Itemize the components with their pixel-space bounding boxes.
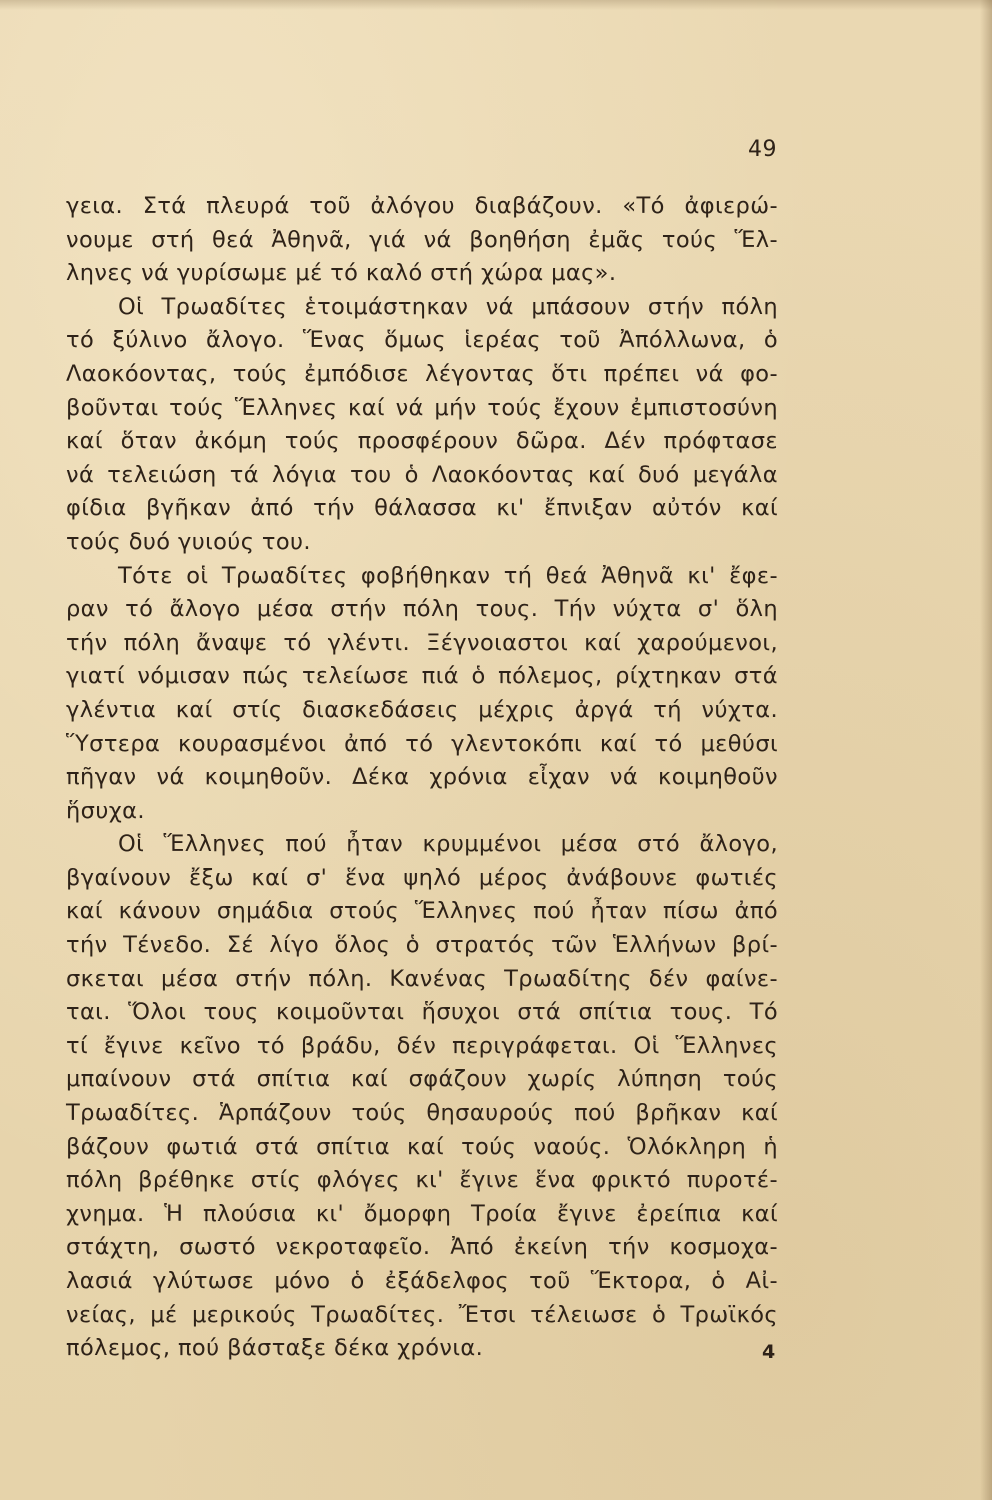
text-line: βάζουν φωτιά στά σπίτια καί τούς ναούς. Ὁλόκληρη ἡ — [66, 1133, 778, 1160]
text-line: πόλη βρέθηκε στίς φλόγες κι' ἔγινε ἕνα φρικτό πυροτέ- — [66, 1167, 778, 1194]
text-line: καί ὅταν ἀκόμη τούς προσφέρουν δῶρα. Δέν πρόφτασε — [66, 428, 778, 455]
text-line: Τότε οἱ Τρωαδίτες φοβήθηκαν τή θεά Ἀθηνᾶ κι' ἔφε- — [118, 562, 778, 589]
text-line: Τρωαδίτες. Ἁρπάζουν τούς θησαυρούς πού βρῆκαν καί — [66, 1100, 778, 1127]
text-line: πόλεμος, πού βάσταξε δέκα χρόνια. — [66, 1335, 484, 1362]
text-line: τούς δυό γυιούς του. — [66, 528, 311, 555]
text-line: νά τελειώση τά λόγια του ὁ Λαοκόοντας καί δυό μεγάλα — [66, 461, 778, 488]
text-line: πῆγαν νά κοιμηθοῦν. Δέκα χρόνια εἶχαν νά κοιμηθοῦν — [66, 764, 778, 791]
text-line: γεια. Στά πλευρά τοῦ ἀλόγου διαβάζουν. «Τό ἀφιερώ- — [66, 193, 778, 219]
page-right-shadow — [980, 0, 992, 1500]
page-top-shadow — [0, 0, 992, 10]
text-line: ραν τό ἄλογο μέσα στήν πόλη τους. Τήν νύχτα σ' ὅλη — [66, 596, 778, 623]
text-line: φίδια βγῆκαν ἀπό τήν θάλασσα κι' ἔπνιξαν αὐτόν καί — [66, 495, 778, 522]
text-line: Οἱ Τρωαδίτες ἑτοιμάστηκαν νά μπάσουν στήν πόλη — [118, 293, 778, 320]
text-line: τήν πόλη ἄναψε τό γλέντι. Ξέγνοιαστοι καί χαρούμενοι, — [66, 629, 778, 656]
text-line: ται. Ὅλοι τους κοιμοῦνται ἥσυχοι στά σπίτια τους. Τό — [66, 999, 778, 1026]
text-line: γιατί νόμισαν πώς τελείωσε πιά ὁ πόλεμος, ρίχτηκαν στά — [66, 663, 778, 690]
text-line: νείας, μέ μερικούς Τρωαδίτες. Ἔτσι τέλειωσε ὁ Τρωϊκός — [66, 1301, 778, 1328]
text-line: τό ξύλινο ἄλογο. Ἕνας ὅμως ἱερέας τοῦ Ἀπόλλωνα, ὁ — [66, 327, 778, 354]
text-line: Λαοκόοντας, τούς ἐμπόδισε λέγοντας ὅτι πρέπει νά φο- — [66, 360, 778, 387]
text-line: καί κάνουν σημάδια στούς Ἕλληνες πού ἦταν πίσω ἀπό — [66, 898, 778, 925]
text-line: τήν Τένεδο. Σέ λίγο ὅλος ὁ στρατός τῶν Ἑλλήνων βρί- — [66, 932, 778, 959]
text-line: χνημα. Ἡ πλούσια κι' ὄμορφη Τροία ἔγινε ἐρείπια καί — [66, 1200, 778, 1227]
text-line: ληνες νά γυρίσωμε μέ τό καλό στή χώρα μας». — [66, 260, 617, 287]
text-line: Ὕστερα κουρασμένοι ἀπό τό γλεντοκόπι καί τό μεθύσι — [66, 730, 778, 757]
body-text — [66, 190, 778, 1366]
text-line: ἥσυχα. — [66, 797, 145, 824]
text-line: νουμε στή θεά Ἀθηνᾶ, γιά νά βοηθήση ἐμᾶς τούς Ἕλ- — [66, 226, 778, 253]
page-number: 49 — [748, 137, 777, 162]
signature-mark: 4 — [762, 1341, 776, 1363]
text-line: Οἱ Ἕλληνες πού ἦταν κρυμμένοι μέσα στό ἄλογο, — [118, 831, 778, 858]
text-line: σκεται μέσα στήν πόλη. Κανένας Τρωαδίτης δέν φαίνε- — [66, 965, 778, 992]
text-line: μπαίνουν στά σπίτια καί σφάζουν χωρίς λύπηση τούς — [66, 1066, 778, 1093]
text-line: στάχτη, σωστό νεκροταφεῖο. Ἀπό ἐκείνη τήν κοσμοχα- — [66, 1234, 778, 1261]
text-line: βοῦνται τούς Ἕλληνες καί νά μήν τούς ἔχουν ἐμπιστοσύνη — [66, 394, 778, 421]
text-line: γλέντια καί στίς διασκεδάσεις μέχρις ἀργά τή νύχτα. — [66, 696, 778, 723]
text-line: λασιά γλύτωσε μόνο ὁ ἐξάδελφος τοῦ Ἕκτορα, ὁ Αἰ- — [66, 1268, 778, 1294]
text-line: τί ἔγινε κεῖνο τό βράδυ, δέν περιγράφεται. Οἱ Ἕλληνες — [66, 1032, 778, 1059]
text-line: βγαίνουν ἔξω καί σ' ἕνα ψηλό μέρος ἀνάβουνε φωτιές — [66, 864, 778, 891]
